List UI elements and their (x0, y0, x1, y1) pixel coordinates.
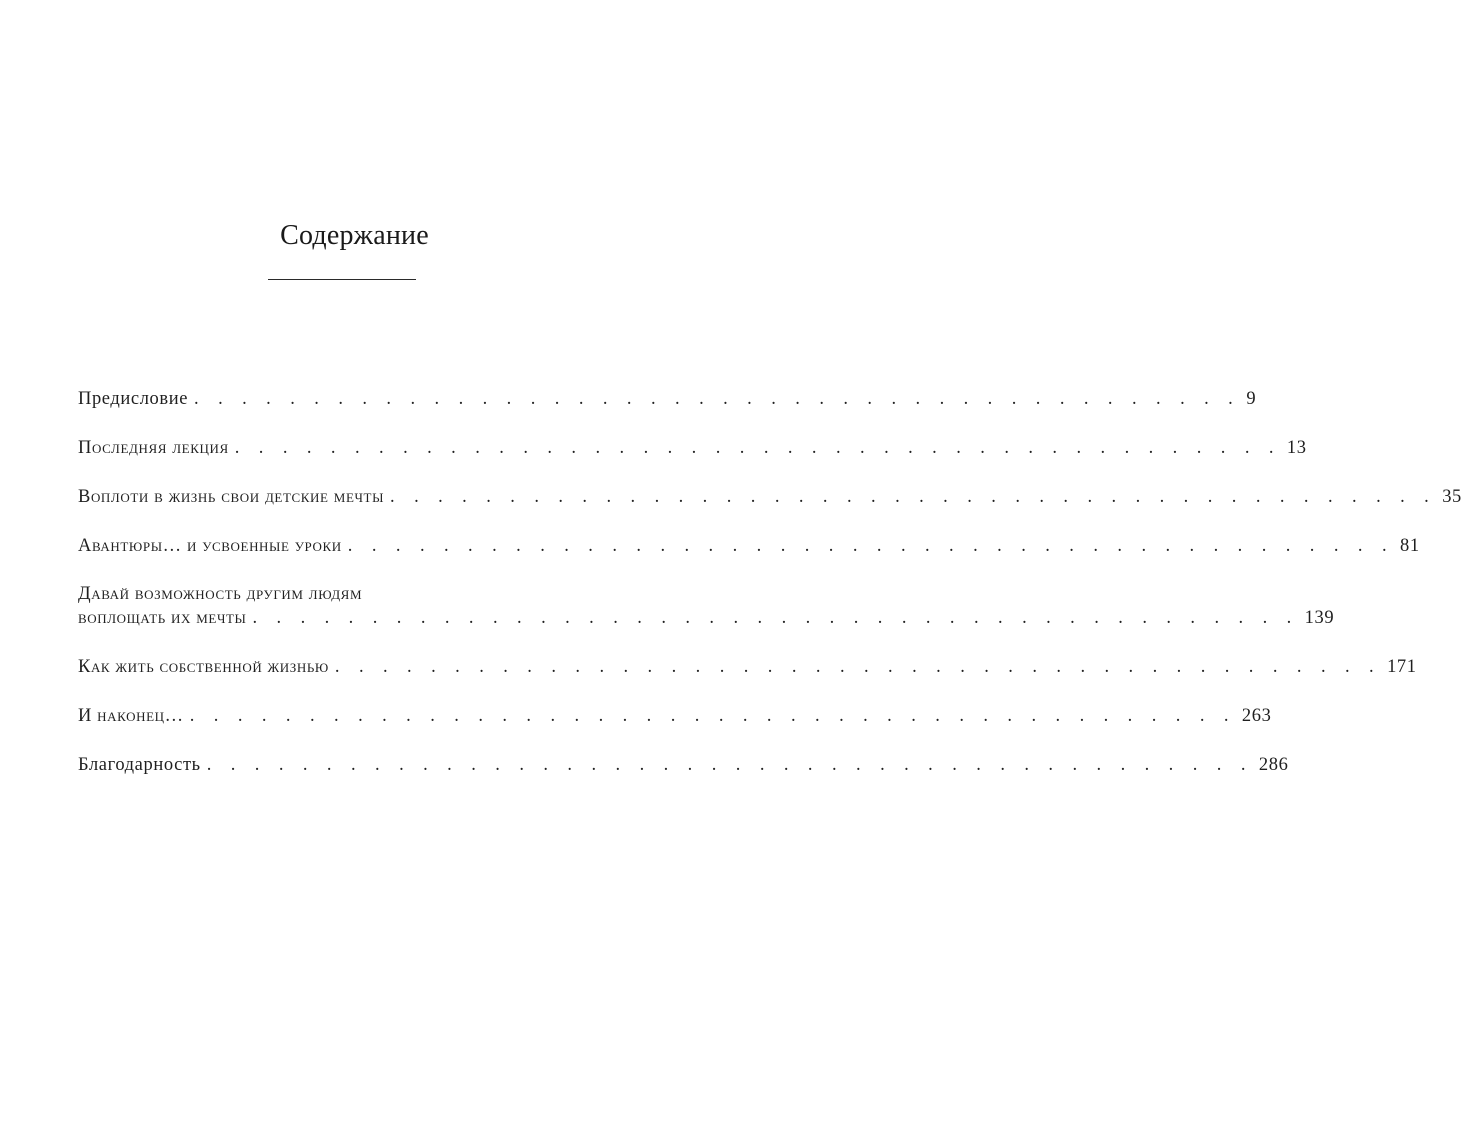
dot-leader: . . . . . . . . . . . . . . . . . . . . . . . . . . . . . . . . . . . . . . . . . . . . (334, 657, 1382, 677)
toc-entry-title: Предисловие (78, 389, 189, 409)
dot-leader: . . . . . . . . . . . . . . . . . . . . . . . . . . . . . . . . . . . . . . . . . . . . (347, 536, 1394, 556)
toc-entry-title: Последняя лекция (78, 438, 229, 458)
toc-page-number: 9 (1246, 389, 1257, 409)
toc-entry[interactable] (78, 534, 1420, 558)
toc-entry[interactable] (78, 655, 1417, 679)
toc-page-number: 139 (1304, 608, 1335, 628)
toc-page-number: 171 (1387, 657, 1417, 677)
toc-entry-title: Авантюры… и усвоенные уроки (78, 536, 342, 556)
toc-page-number: 35 (1442, 487, 1462, 507)
toc-entry-title: Давай возможность другим людям (78, 584, 363, 604)
toc-entry[interactable] (78, 485, 1462, 509)
toc-entry[interactable] (78, 704, 1272, 728)
title-underline (268, 279, 416, 280)
dot-leader: . . . . . . . . . . . . . . . . . . . . . . . . . . . . . . . . . . . . . . . . . . . . (252, 608, 1299, 628)
dot-leader: . . . . . . . . . . . . . . . . . . . . . . . . . . . . . . . . . . . . . . . . . . . . (189, 706, 1236, 726)
page-title: Содержание (280, 220, 429, 251)
toc-page-number: 81 (1399, 536, 1420, 556)
dot-leader: . . . . . . . . . . . . . . . . . . . . . . . . . . . . . . . . . . . . . . . . . . . . (206, 755, 1253, 775)
dot-leader: . . . . . . . . . . . . . . . . . . . . . . . . . . . . . . . . . . . . . . . . . . . . (390, 487, 1437, 507)
toc-entry-title: Воплоти в жизнь свои детские мечты (78, 487, 385, 507)
toc-entry[interactable] (78, 582, 1335, 630)
toc-entry[interactable] (78, 436, 1307, 460)
toc-page-number: 13 (1286, 438, 1307, 458)
toc-entry[interactable] (78, 387, 1257, 411)
toc-page-number: 263 (1241, 706, 1272, 726)
dot-leader: . . . . . . . . . . . . . . . . . . . . . . . . . . . . . . . . . . . . . . . . . . . . (234, 438, 1281, 458)
toc-entry-title: Как жить собственной жизнью (78, 657, 329, 677)
toc-page-number: 286 (1258, 755, 1289, 775)
dot-leader: . . . . . . . . . . . . . . . . . . . . . . . . . . . . . . . . . . . . . . . . . . . . (194, 389, 1241, 409)
toc-entry-title: И наконец… (78, 706, 184, 726)
toc-entry[interactable] (78, 753, 1289, 777)
toc-entry-title: Благодарность (78, 755, 201, 775)
toc-entry-title-continued: воплощать их мечты (78, 608, 247, 628)
